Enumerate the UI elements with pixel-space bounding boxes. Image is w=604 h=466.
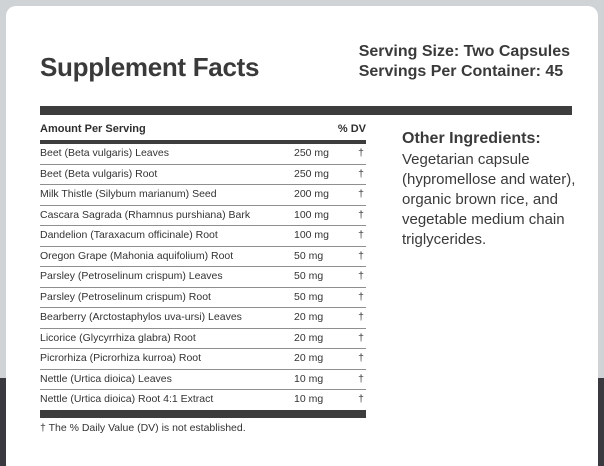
table-row [40, 206, 366, 227]
ingredient-dv: † [358, 188, 364, 200]
ingredient-dv: † [358, 147, 364, 159]
table-header [40, 119, 366, 139]
supplement-facts-panel [6, 6, 598, 466]
ingredient-amount: 20 mg [294, 352, 324, 364]
ingredient-amount: 100 mg [294, 229, 330, 241]
ingredient-dv: † [358, 167, 364, 180]
ingredient-name: Dandelion (Taraxacum officinale) Root [40, 229, 218, 241]
ingredient-amount: 50 mg [294, 290, 324, 303]
ingredient-dv: † [358, 249, 364, 262]
ingredient-amount: 20 mg [294, 311, 324, 323]
header-dv: % DV [337, 123, 366, 135]
table-row [40, 185, 366, 206]
ingredient-amount: 10 mg [294, 393, 324, 405]
dv-footnote: † The % Daily Value (DV) is not established. [40, 422, 246, 434]
ingredient-name: Beet (Beta vulgaris) Leaves [40, 147, 169, 159]
ingredient-amount: 250 mg [294, 167, 330, 180]
table-row [40, 288, 366, 309]
ingredient-name: Parsley (Petroselinum crispum) Leaves [40, 270, 223, 282]
ingredient-dv: † [358, 270, 364, 282]
servings-per-container: Servings Per Container: 45 [358, 63, 564, 80]
ingredient-amount: 10 mg [294, 372, 324, 385]
ingredient-name: Nettle (Urtica dioica) Leaves [40, 372, 172, 385]
ingredient-name: Nettle (Urtica dioica) Root 4:1 Extract [40, 393, 214, 405]
ingredient-dv: † [358, 311, 364, 323]
ingredient-dv: † [358, 352, 364, 364]
ingredient-name: Beet (Beta vulgaris) Root [40, 167, 158, 180]
table-row [40, 308, 366, 329]
ingredient-dv: † [358, 229, 364, 241]
ingredient-amount: 50 mg [294, 249, 324, 262]
other-ingredients-text: Vegetarian capsule (hypromellose and water), organic brown rice, and vegetable medium chain triglycerides. [402, 151, 576, 248]
table-row [40, 247, 366, 268]
table-row [40, 267, 366, 288]
table-row [40, 349, 366, 370]
other-ingredients-title: Other Ingredients: [402, 130, 541, 147]
ingredient-name: Parsley (Petroselinum crispum) Root [40, 290, 211, 303]
ingredient-dv: † [358, 290, 364, 303]
ingredient-name: Cascara Sagrada (Rhamnus purshiana) Bark [40, 208, 251, 221]
table-row [40, 165, 366, 186]
ingredient-dv: † [358, 331, 364, 344]
ingredient-name: Milk Thistle (Silybum marianum) Seed [40, 188, 217, 200]
ingredient-amount: 20 mg [294, 331, 324, 344]
top-divider-bar [40, 106, 572, 115]
ingredient-name: Oregon Grape (Mahonia aquifolium) Root [40, 249, 234, 262]
ingredient-dv: † [358, 393, 364, 405]
panel-title: Supplement Facts [40, 52, 260, 82]
ingredient-dv: † [358, 372, 364, 385]
other-ingredients [402, 130, 582, 250]
ingredients-table [40, 119, 366, 410]
table-row [40, 226, 366, 247]
ingredient-name: Picrorhiza (Picrorhiza kurroa) Root [40, 352, 202, 364]
serving-size: Serving Size: Two Capsules [358, 43, 570, 60]
table-row [40, 329, 366, 350]
ingredient-amount: 50 mg [294, 270, 324, 282]
table-body [40, 144, 366, 410]
header-amount-per-serving: Amount Per Serving [40, 123, 146, 135]
table-row [40, 390, 366, 410]
ingredient-dv: † [358, 208, 364, 221]
ingredient-amount: 200 mg [294, 188, 330, 200]
table-row [40, 144, 366, 165]
serving-info [359, 42, 570, 82]
ingredient-name: Licorice (Glycyrrhiza glabra) Root [40, 331, 196, 344]
ingredient-amount: 100 mg [294, 208, 330, 221]
bottom-divider-bar [40, 410, 366, 418]
ingredient-amount: 250 mg [294, 147, 330, 159]
table-row [40, 370, 366, 391]
ingredient-name: Bearberry (Arctostaphylos uva-ursi) Leaves [40, 311, 242, 323]
